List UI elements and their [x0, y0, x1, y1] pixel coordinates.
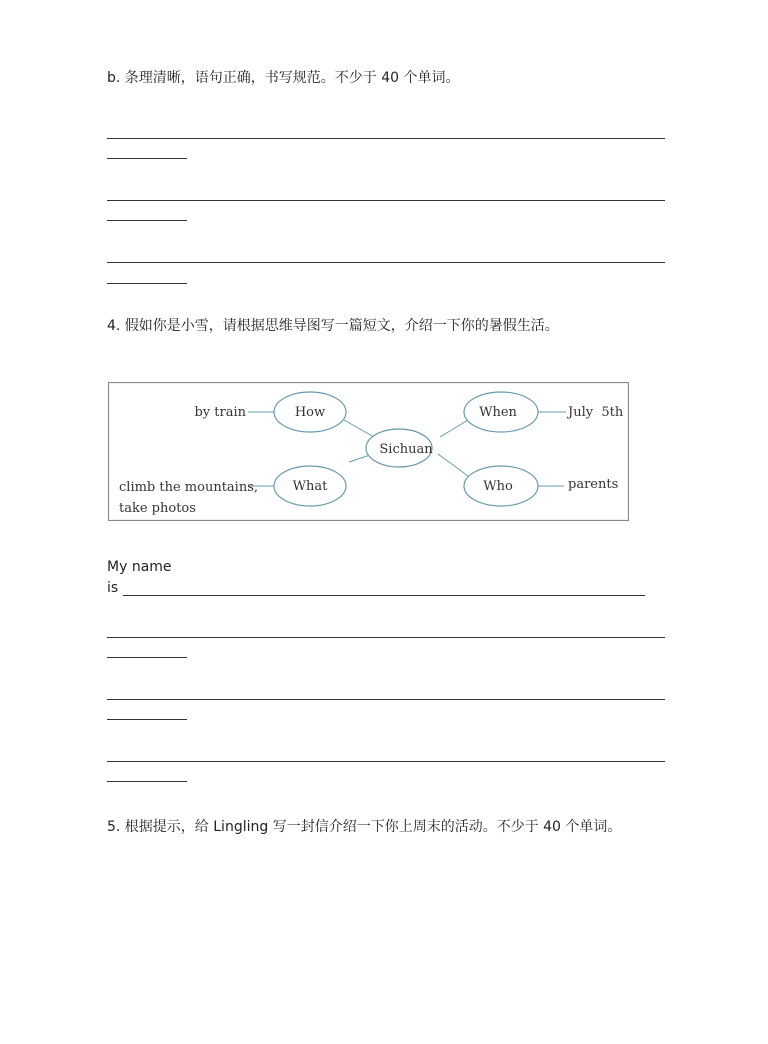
mind-map	[108, 382, 629, 521]
answer-line[interactable]	[107, 138, 665, 139]
answer-line[interactable]	[107, 200, 665, 201]
mind-map-answer-who: parents	[568, 477, 619, 492]
mind-map-label-how: How	[294, 405, 326, 420]
answer-line[interactable]	[107, 699, 665, 700]
mind-map-label-center: Sichuan	[379, 442, 433, 457]
answer-line[interactable]	[107, 637, 665, 638]
answer-line-starter[interactable]	[123, 595, 645, 596]
answer-line[interactable]	[107, 761, 665, 762]
starter-text-line-1: My name	[107, 559, 172, 575]
mind-map-label-what: What	[292, 479, 328, 494]
mind-map-label-when: When	[479, 405, 517, 420]
mind-map-answer-what-1: climb the mountains,	[119, 480, 259, 495]
starter-text-line-2: is	[107, 580, 119, 596]
answer-line-short[interactable]	[107, 719, 187, 720]
answer-line[interactable]	[107, 262, 665, 263]
answer-line-short[interactable]	[107, 220, 187, 221]
answer-line-short[interactable]	[107, 283, 187, 284]
mind-map-label-who: Who	[483, 479, 513, 494]
mind-map-answer-how: by train	[194, 405, 246, 420]
mind-map-answer-when: July 5th	[568, 405, 624, 420]
question-4-prompt: 4. 假如你是小雪，请根据思维导图写一篇短文，介绍一下你的暑假生活。	[107, 318, 559, 334]
answer-line-short[interactable]	[107, 158, 187, 159]
answer-line-short[interactable]	[107, 657, 187, 658]
question-5-prompt: 5. 根据提示，给 Lingling 写一封信介绍一下你上周末的活动。不少于 40 个单词。	[107, 819, 622, 835]
answer-line-short[interactable]	[107, 781, 187, 782]
section-b-requirement: b. 条理清晰，语句正确，书写规范。不少于 40 个单词。	[107, 70, 460, 86]
mind-map-answer-what-2: take photos	[119, 501, 196, 516]
